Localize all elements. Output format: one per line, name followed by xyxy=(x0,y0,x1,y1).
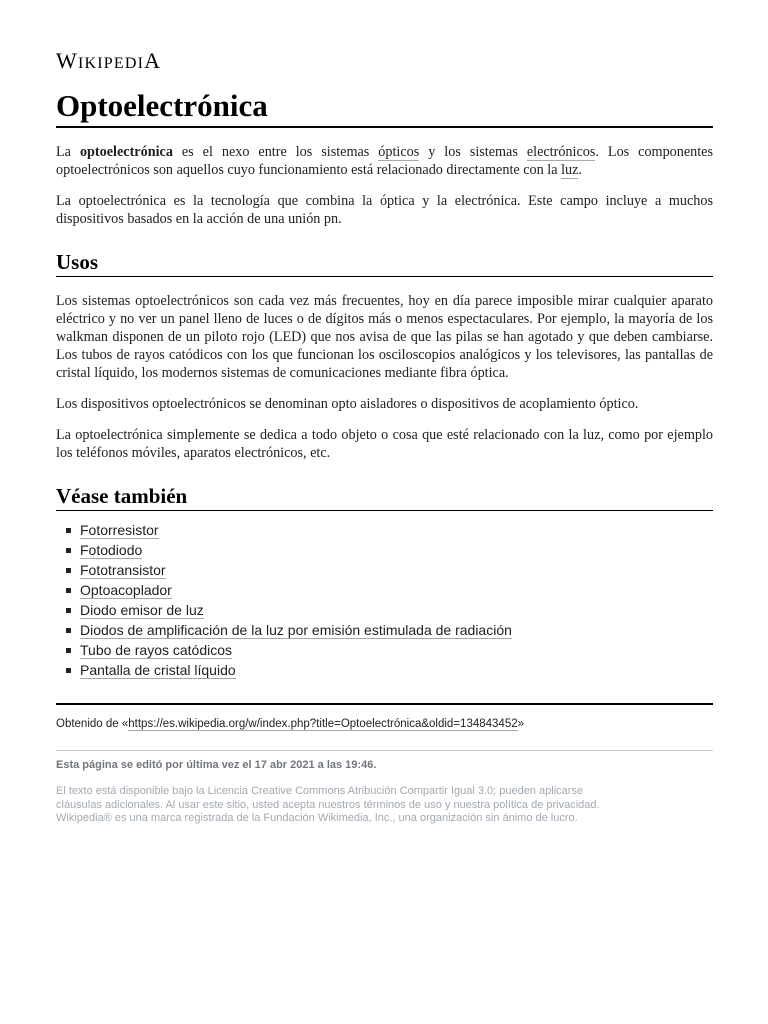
retrieved-suffix: » xyxy=(517,718,525,730)
link-luz[interactable]: luz xyxy=(561,162,579,178)
see-also-link-tubo-rayos[interactable]: Tubo de rayos catódicos xyxy=(80,642,233,658)
bullet-icon xyxy=(66,568,71,573)
bullet-icon xyxy=(66,608,71,613)
license-line-1: El texto está disponible bajo la Licencia Creative Commons Atribución Compartir Igual 3.0; pueden aplicarse xyxy=(56,785,584,797)
list-item xyxy=(56,641,713,661)
intro-paragraph-1 xyxy=(56,143,713,179)
usos-paragraph-3: La optoelectrónica simplemente se dedica a todo objeto o cosa que esté relacionado con la luz, como por ejemplo los teléfonos móviles, aparatos electrónicos, etc. xyxy=(56,427,713,461)
intro-text-5: . xyxy=(578,162,582,178)
last-edited-info: Esta página se editó por última vez el 17 abr 2021 a las 19:46. xyxy=(56,759,377,771)
wikipedia-logo[interactable] xyxy=(56,50,713,72)
see-also-link-laser[interactable]: Diodos de amplificación de la luz por emisión estimulada de radiación xyxy=(80,622,512,638)
bullet-icon xyxy=(66,588,71,593)
retrieved-prefix: Obtenido de « xyxy=(56,718,129,730)
intro-text-3: y los sistemas xyxy=(419,144,527,160)
list-item xyxy=(56,601,713,621)
bullet-icon xyxy=(66,668,71,673)
see-also-link-fototransistor[interactable]: Fototransistor xyxy=(80,562,166,578)
content-divider xyxy=(56,703,713,705)
license-notice xyxy=(56,785,713,826)
see-also-link-fotorresistor[interactable]: Fotorresistor xyxy=(80,522,159,538)
list-item xyxy=(56,621,713,641)
see-also-link-pantalla-lcd[interactable]: Pantalla de cristal líquido xyxy=(80,662,236,678)
link-electronicos[interactable]: electrónicos xyxy=(526,144,596,160)
intro-text-4: . Los componentes optoelectrónicos son aquellos cuyo funcionamiento está relacionado directamente con la xyxy=(56,144,714,178)
see-also-link-fotodiodo[interactable]: Fotodiodo xyxy=(80,542,143,558)
list-item xyxy=(56,521,713,541)
intro-paragraph-2: La optoelectrónica es la tecnología que combina la óptica y la electrónica. Este campo incluye a muchos dispositivos basados en la acción de una unión pn. xyxy=(56,193,713,227)
section-heading-usos: Usos xyxy=(56,249,713,277)
list-item xyxy=(56,581,713,601)
footer-divider xyxy=(56,750,713,751)
usos-paragraph-1: Los sistemas optoelectrónicos son cada vez más frecuentes, hoy en día parece imposible mirar cualquier aparato eléctrico y no ver un panel lleno de luces o de dígitos más o menos espectaculares. Por ejemplo, la mayoría de los walkman disponen de un piloto rojo (LED) que nos avisa de que las pilas se han agotado y que deben cambiarse. Los tubos de rayos catódicos con los que funcionan los osciloscopios analógicos y los televisores, las pantallas de cristal líquido, los modernos sistemas de comunicaciones mediante fibra óptica. xyxy=(56,293,713,381)
see-also-link-diodo-emisor[interactable]: Diodo emisor de luz xyxy=(80,602,204,618)
link-opticos[interactable]: ópticos xyxy=(378,144,420,160)
intro-text-1: La xyxy=(56,144,80,160)
bullet-icon xyxy=(66,628,71,633)
logo-middle-letters: IKIPEDI xyxy=(77,55,145,72)
page-title: Optoelectrónica xyxy=(56,88,713,128)
license-line-3: Wikipedia® es una marca registrada de la Fundación Wikimedia, Inc., una organización sin ánimo de lucro. xyxy=(56,812,578,824)
bullet-icon xyxy=(66,548,71,553)
see-also-link-optoacoplador[interactable]: Optoacoplador xyxy=(80,582,172,598)
see-also-list xyxy=(56,521,713,681)
permanent-link[interactable]: https://es.wikipedia.org/w/index.php?title=Optoelectrónica&oldid=134843452 xyxy=(128,718,518,730)
usos-paragraph-2: Los dispositivos optoelectrónicos se denominan opto aisladores o dispositivos de acoplamiento óptico. xyxy=(56,396,639,412)
retrieved-from xyxy=(56,716,713,732)
bullet-icon xyxy=(66,648,71,653)
intro-bold-term: optoelectrónica xyxy=(79,144,173,160)
list-item xyxy=(56,561,713,581)
article-page xyxy=(56,0,713,826)
section-heading-vease-tambien: Véase también xyxy=(56,483,713,511)
license-line-2: cláusulas adicionales. Al usar este sitio, usted acepta nuestros términos de uso y nuestra política de privacidad. xyxy=(56,798,600,811)
logo-last-letter: A xyxy=(144,48,162,73)
list-item xyxy=(56,661,713,681)
intro-text-2: es el nexo entre los sistemas xyxy=(172,144,379,160)
list-item xyxy=(56,541,713,561)
logo-first-letter: W xyxy=(56,48,78,73)
bullet-icon xyxy=(66,528,71,533)
